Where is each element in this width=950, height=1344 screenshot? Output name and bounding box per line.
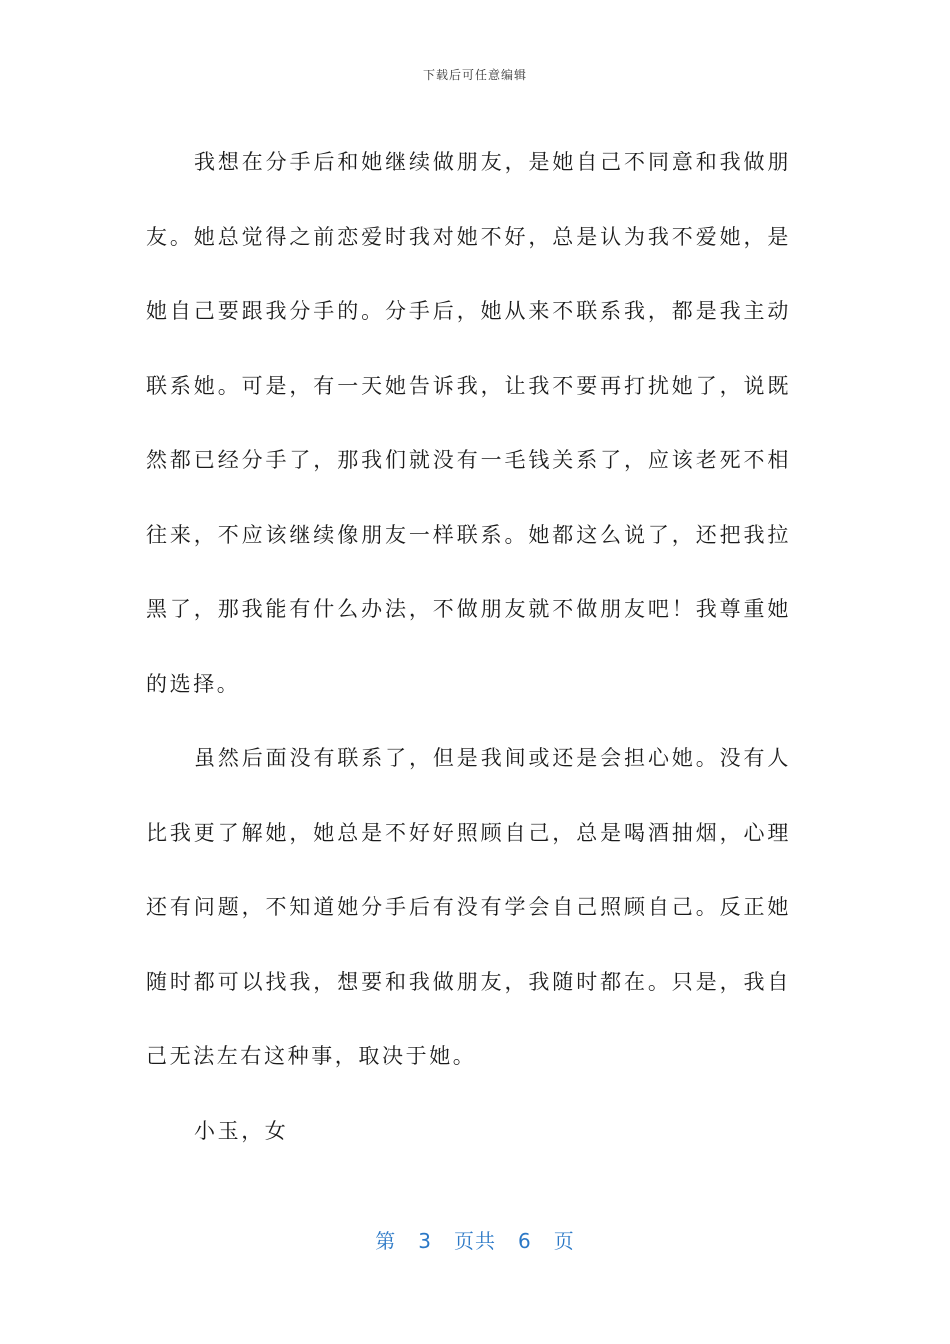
document-body — [146, 125, 791, 1168]
footer-middle: 页共 — [454, 1229, 496, 1253]
footer-total-pages: 6 — [518, 1229, 532, 1253]
footer-current-page: 3 — [418, 1229, 432, 1253]
footer-suffix: 页 — [553, 1229, 575, 1253]
paragraph-1: 我想在分手后和她继续做朋友，是她自己不同意和我做朋友。她总觉得之前恋爱时我对她不好，总是认为我不爱她，是她自己要跟我分手的。分手后，她从来不联系我，都是我主动联系她。可是，有一天她告诉我，让我不要再打扰她了，说既然都已经分手了，那我们就没有一毛钱关系了，应该老死不相往来，不应该继续像朋友一样联系。她都这么说了，还把我拉黑了，那我能有什么办法，不做朋友就不做朋友吧！我尊重她的选择。 — [146, 150, 791, 696]
page-header: 下载后可任意编辑 — [422, 68, 527, 82]
paragraph-3: 小玉，女 — [194, 1118, 289, 1143]
paragraph-2: 虽然后面没有联系了，但是我间或还是会担心她。没有人比我更了解她，她总是不好好照顾自己，总是喝酒抽烟，心理还有问题，不知道她分手后有没有学会自己照顾自己。反正她随时都可以找我，想要和我做朋友，我随时都在。只是，我自己无法左右这种事，取决于她。 — [146, 746, 791, 1068]
footer-prefix: 第 — [375, 1229, 397, 1253]
page-footer — [0, 1225, 950, 1254]
